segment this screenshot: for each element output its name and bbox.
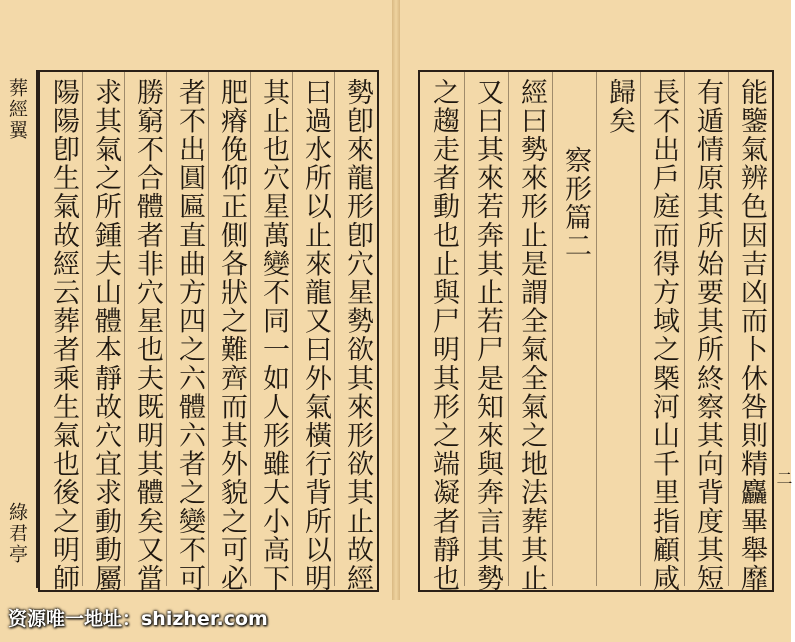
text-column: 曰過水所以止來龍又曰外氣橫行背所以明 (300, 78, 331, 593)
text-column: 求其氣之所鍾夫山體本靜故穴宜求動動屬 (90, 78, 121, 593)
text-column: 陽陽卽生氣故經云葬者乘生氣也後之明師 (48, 78, 79, 593)
book-title: 葬經翼 (6, 78, 28, 141)
studio-name: 綠君亭 (6, 502, 28, 565)
left-text-frame (38, 70, 379, 592)
text-column: 之趨走者動也止與尸明其形之端凝者靜也 (428, 78, 459, 593)
right-text-frame (418, 70, 774, 592)
column-rule (250, 72, 251, 586)
column-rule (82, 72, 83, 586)
column-rule (464, 72, 465, 586)
right-page (400, 0, 791, 628)
column-rule (596, 72, 597, 586)
left-margin-column (0, 70, 38, 588)
text-column: 勢卽來龍形卽穴星勢欲其來形欲其止故經 (342, 78, 373, 593)
column-rule (728, 72, 729, 586)
column-rule (208, 72, 209, 586)
page-number: 二 (774, 470, 793, 487)
text-column: 長不出戶庭而得方域之槩河山千里指顧咸 (648, 78, 679, 593)
column-rule (334, 72, 335, 586)
book-gutter (392, 0, 400, 628)
text-column: 者不出圓匾直曲方四之六體六者之變不可 (174, 78, 205, 593)
text-column: 又曰其來若奔其止若尸是知來與奔言其勢 (472, 78, 503, 593)
text-column: 歸矣 (604, 78, 635, 136)
text-column: 勝窮不合體者非穴星也夫既明其體矣又當 (132, 78, 163, 593)
section-title: 察形篇二 (560, 146, 591, 261)
text-column: 其止也穴星萬變不同一如人形雖大小高下 (258, 78, 289, 593)
column-rule (684, 72, 685, 586)
text-column: 肥瘠俛仰正側各狀之難齊而其外貌之可必 (216, 78, 247, 593)
text-column: 經曰勢來形止是謂全氣全氣之地法葬其止 (516, 78, 547, 593)
column-rule (124, 72, 125, 586)
column-rule (166, 72, 167, 586)
column-rule (552, 72, 553, 586)
left-page (0, 0, 392, 628)
column-rule (640, 72, 641, 586)
watermark-text: 资源唯一地址：shizher.com (8, 608, 268, 630)
right-margin-column (770, 70, 791, 588)
text-column: 有遁情原其所始要其所終察其向背度其短 (692, 78, 723, 593)
column-rule (508, 72, 509, 586)
column-rule (292, 72, 293, 586)
text-column: 能鑒氣辨色因吉凶而卜休咎則精麤畢舉靡 (736, 78, 767, 593)
